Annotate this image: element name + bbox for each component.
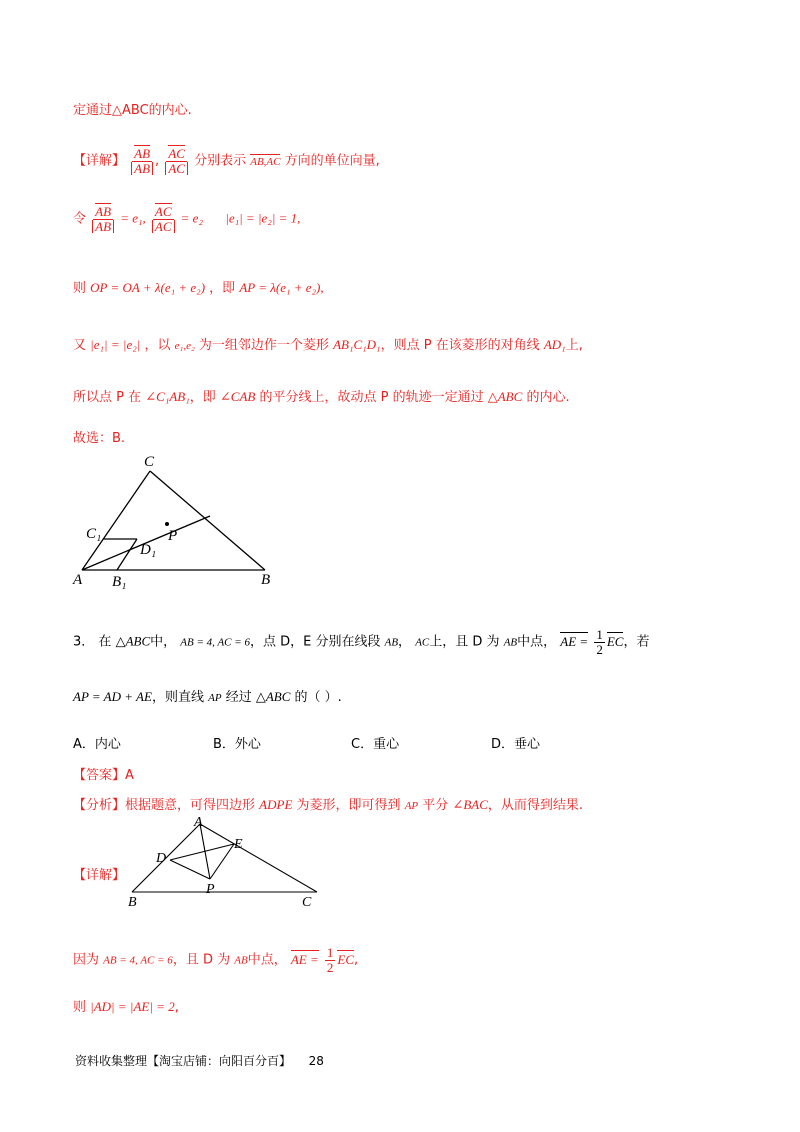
vector-ae: AE = (560, 633, 589, 649)
label-d: D (156, 851, 167, 866)
unit-vector-ac (152, 205, 175, 233)
denominator: 2 (326, 959, 334, 975)
option-c[interactable]: C．重心 (351, 737, 400, 752)
text: 中， (150, 634, 177, 650)
text: ，以 (144, 338, 171, 353)
eq-ap: AP = AD + AE (73, 689, 152, 704)
text: 的（ ）. (294, 690, 342, 705)
detail-2-tag-line (73, 864, 125, 883)
text: 因为 (73, 952, 100, 968)
because-line (73, 946, 358, 974)
eq-ap: AP = λ(e₁ + e₂), (239, 280, 324, 295)
norm-ac: AC (165, 162, 188, 176)
text: 平分 (422, 798, 449, 813)
analysis-tag: 【分析】 (73, 798, 126, 813)
fraction (594, 628, 605, 656)
label-e: E (234, 837, 243, 852)
vector-ec: EC (606, 633, 624, 649)
detail-line-1: 【详解】 $\frac{AB}{AB}$ , $\frac{AC}{AC}$ 分别表示 AB,AC 方向的单位向量, (73, 146, 380, 176)
label-p: P (168, 528, 178, 544)
eq-norm: |e₁| = |e₂| = 1, (225, 210, 301, 226)
detail-line-5 (73, 386, 570, 405)
norm-ab: AB (131, 162, 153, 176)
label-a: A (194, 815, 203, 830)
segment: AC (415, 636, 430, 649)
norm-ac: AC (152, 220, 175, 234)
option-b[interactable]: B．外心 (213, 737, 261, 752)
norm-ab: AB (92, 220, 114, 234)
triangle: △ABC (115, 633, 151, 649)
segment: AB (384, 636, 399, 649)
answer-value: A (125, 768, 134, 783)
unit-vector-ab (131, 147, 153, 175)
text: , (174, 1000, 179, 1015)
text: 令 (73, 211, 87, 227)
text: 的内心. (526, 390, 570, 405)
unit-vector-ac (165, 147, 188, 175)
text: 的平分线上，故动点 P 的轨迹一定通过 (259, 390, 484, 405)
page-number: 28 (308, 1054, 324, 1068)
footer-text: 资料收集整理【淘宝店铺：向阳百分百】 (75, 1054, 292, 1068)
detail-line-2 (73, 205, 300, 233)
text: ，若 (623, 634, 650, 650)
text: ， (398, 634, 412, 650)
vectors: AB,AC (250, 155, 281, 168)
option-a[interactable]: A．内心 (73, 737, 121, 752)
text: ，即 (209, 281, 236, 296)
text: 则 (73, 1000, 87, 1015)
eq-e: |e₁| = |e₂| (90, 337, 141, 352)
text: 为一组邻边作一个菱形 (198, 338, 329, 353)
vector-ec: EC (337, 951, 355, 967)
eq-e2: = e₂ (180, 210, 203, 226)
label-c: C (302, 895, 312, 910)
then-line (73, 996, 179, 1015)
text: 分别表示 (194, 153, 247, 169)
detail-line-3 (73, 277, 324, 296)
label-c: C (144, 454, 155, 470)
label-a: A (73, 572, 83, 588)
text-line (73, 99, 192, 118)
rhombus-figure (70, 448, 290, 593)
label-d1: D₁ (140, 542, 157, 558)
detail-line-4 (73, 334, 583, 353)
eq-op: OP = OA + λ(e₁ + e₂) (90, 280, 206, 295)
text: 中点， (247, 952, 287, 968)
vectors-e: e₁,e₂ (174, 340, 195, 352)
option-d[interactable]: D．垂心 (491, 737, 541, 752)
angle: ∠C₁AB₁ (145, 389, 190, 404)
text: 在 (98, 634, 112, 650)
text: 为菱形，即可得到 (296, 798, 401, 813)
detail-tag: 【详解】 (73, 153, 126, 169)
angle: ∠CAB (219, 389, 256, 404)
vector-ac: AC (168, 146, 185, 161)
vector-ac: AC (154, 204, 172, 219)
text: ，从而得到结果. (487, 798, 584, 813)
line-ap: AP (208, 692, 222, 704)
text: 经过 (225, 690, 252, 705)
numerator: 1 (596, 627, 603, 642)
numerator: 1 (326, 945, 334, 960)
question-3-line-2 (73, 686, 342, 705)
rhombus-name: AB₁C₁D₁ (333, 337, 381, 352)
answer-tag: 【答案】 (73, 768, 126, 783)
text: ，且 D 为 (172, 952, 231, 968)
text: 上，且 D 为 (429, 634, 500, 650)
quadrilateral: ADPE (259, 797, 293, 812)
diagonal: AD₁ (543, 337, 566, 352)
condition: AB = 4, AC = 6 (180, 636, 250, 649)
text: 上, (565, 338, 583, 353)
sentence: 定通过△ABC的内心. (73, 103, 192, 118)
question-3 (73, 628, 649, 656)
text: ，即 (189, 390, 216, 405)
triangle: △ABC (487, 389, 523, 404)
choice-line (73, 427, 125, 446)
unit-vector-ab (92, 205, 114, 233)
footer (75, 1052, 324, 1069)
vector-ae: AE = (290, 951, 319, 967)
fraction (325, 946, 336, 974)
text: ，点 D，E 分别在线段 (249, 634, 381, 650)
label-p: P (206, 882, 215, 897)
text: ，则点 P 在该菱形的对角线 (380, 338, 540, 353)
text: 中点， (517, 634, 557, 650)
denominator: 2 (596, 641, 603, 657)
text: , (354, 952, 359, 968)
line-ap: AP (404, 800, 419, 812)
eq-norm: |AD| = |AE| = 2 (90, 999, 175, 1014)
point-p (165, 522, 169, 526)
choice: 故选：B. (73, 431, 126, 446)
vector-ab: AB (95, 204, 112, 219)
segment: AB (234, 954, 248, 967)
label-b: B (128, 895, 137, 910)
text: 根据题意，可得四边形 (125, 798, 256, 813)
question-number: 3． (73, 634, 95, 650)
answer-line (73, 764, 134, 783)
detail-tag: 【详解】 (73, 868, 126, 883)
vector-ab: AB (134, 146, 151, 161)
label-b1: B₁ (112, 574, 127, 590)
text: 所以点 P 在 (73, 390, 142, 405)
label-c1: C₁ (86, 526, 102, 542)
text: 方向的单位向量, (284, 153, 380, 169)
label-b: B (261, 572, 271, 588)
analysis-line (73, 794, 583, 813)
text: 则 (73, 281, 87, 296)
text: 又 (73, 338, 87, 353)
triangle: △ABC (255, 689, 291, 704)
condition: AB = 4, AC = 6 (103, 954, 173, 967)
text: ，则直线 (151, 690, 204, 705)
triangle-figure (122, 812, 327, 912)
eq-e1: = e₁, (120, 210, 146, 226)
angle: ∠BAC (452, 797, 488, 812)
segment: AB (503, 636, 518, 649)
